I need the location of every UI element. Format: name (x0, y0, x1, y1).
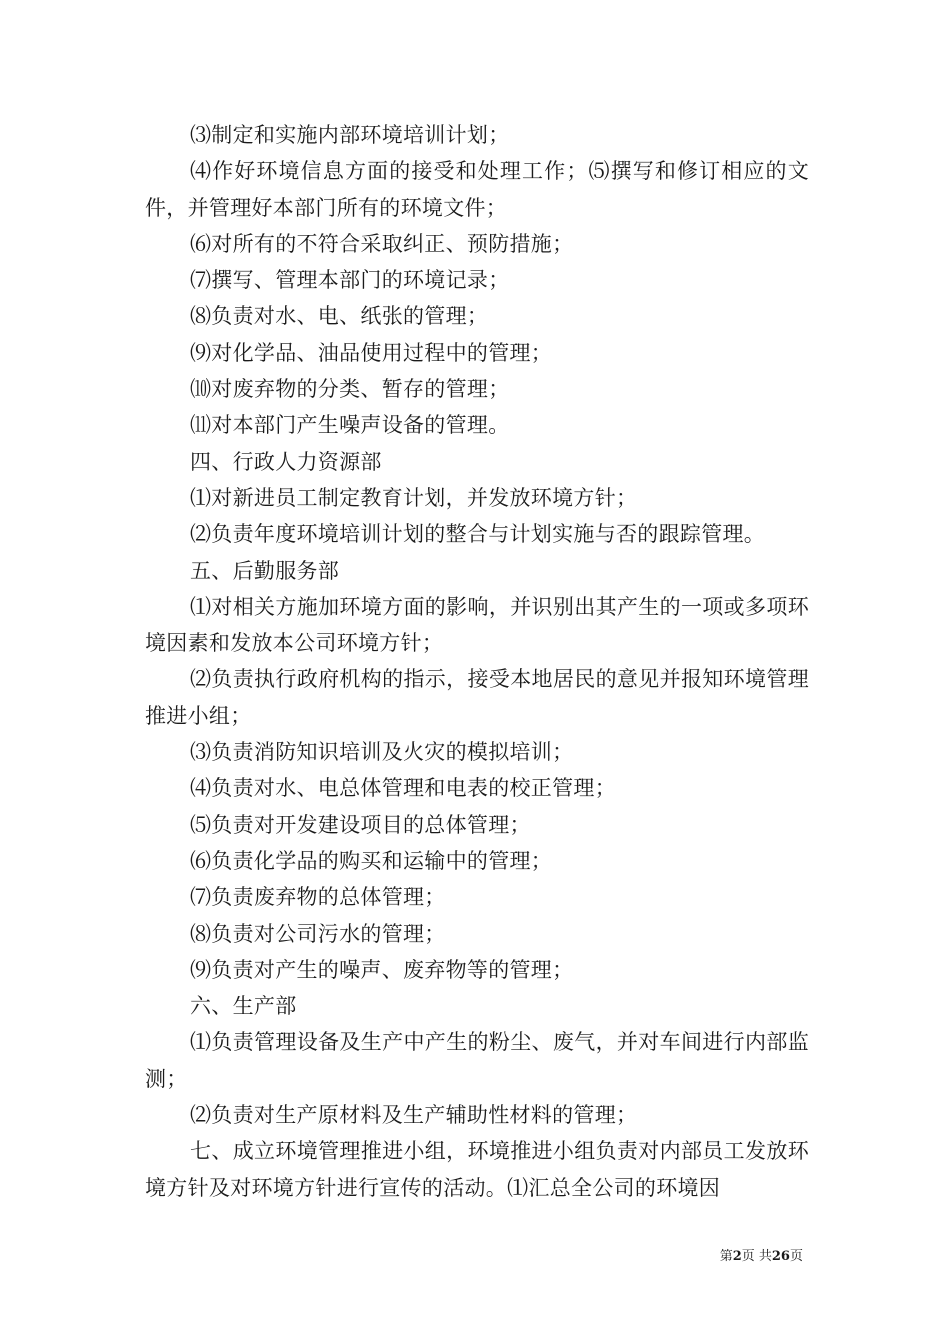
section-heading: 五、后勤服务部 (190, 558, 340, 583)
paragraph: ⑷作好环境信息方面的接受和处理工作；⑸撰写和修订相应的文件，并管理好本部门所有的环境文件； (145, 159, 809, 220)
paragraph: ⑾对本部门产生噪声设备的管理。 (190, 413, 510, 438)
current-page-number: 2 (732, 1249, 742, 1264)
document-body (145, 117, 809, 1206)
paragraph: ⑴负责管理设备及生产中产生的粉尘、废气，并对车间进行内部监测； (145, 1030, 809, 1091)
paragraph: ⑹对所有的不符合采取纠正、预防措施； (190, 231, 574, 256)
paragraph: ⑻负责对水、电、纸张的管理； (190, 304, 489, 329)
paragraph: ⑼对化学品、油品使用过程中的管理； (190, 340, 553, 365)
section-heading: 六、生产部 (190, 994, 297, 1019)
paragraph: ⑸负责对开发建设项目的总体管理； (190, 812, 531, 837)
paragraph: ⑵负责执行政府机构的指示，接受本地居民的意见并报知环境管理推进小组； (145, 667, 809, 728)
footer-middle: 页 共 (741, 1249, 772, 1264)
paragraph: ⑷负责对水、电总体管理和电表的校正管理； (190, 776, 616, 801)
paragraph: ⑺负责废弃物的总体管理； (190, 885, 446, 910)
paragraph: ⑺撰写、管理本部门的环境记录； (190, 268, 510, 293)
paragraph: 七、成立环境管理推进小组，环境推进小组负责对内部员工发放环境方针及对环境方针进行宣传的活动。⑴汇总全公司的环境因 (145, 1139, 809, 1200)
paragraph: ⑵负责年度环境培训计划的整合与计划实施与否的跟踪管理。 (190, 522, 766, 547)
paragraph: ⑵负责对生产原材料及生产辅助性材料的管理； (190, 1103, 638, 1128)
paragraph: ⑼负责对产生的噪声、废弃物等的管理； (190, 957, 574, 982)
paragraph: ⑴对新进员工制定教育计划，并发放环境方针； (190, 485, 638, 510)
paragraph: ⑹负责化学品的购买和运输中的管理； (190, 848, 553, 873)
footer-suffix: 页 (789, 1249, 803, 1264)
paragraph: ⑶负责消防知识培训及火灾的模拟培训； (190, 740, 574, 765)
total-page-count: 26 (771, 1249, 790, 1264)
page-number-footer (720, 1245, 803, 1264)
paragraph: ⑽对废弃物的分类、暂存的管理； (190, 377, 510, 402)
paragraph: ⑴对相关方施加环境方面的影响，并识别出其产生的一项或多项环境因素和发放本公司环境方针； (145, 594, 809, 656)
section-heading: 四、行政人力资源部 (190, 449, 382, 474)
paragraph: ⑻负责对公司污水的管理； (190, 921, 446, 946)
paragraph: ⑶制定和实施内部环境培训计划； (190, 123, 510, 147)
footer-prefix: 第 (719, 1249, 733, 1264)
